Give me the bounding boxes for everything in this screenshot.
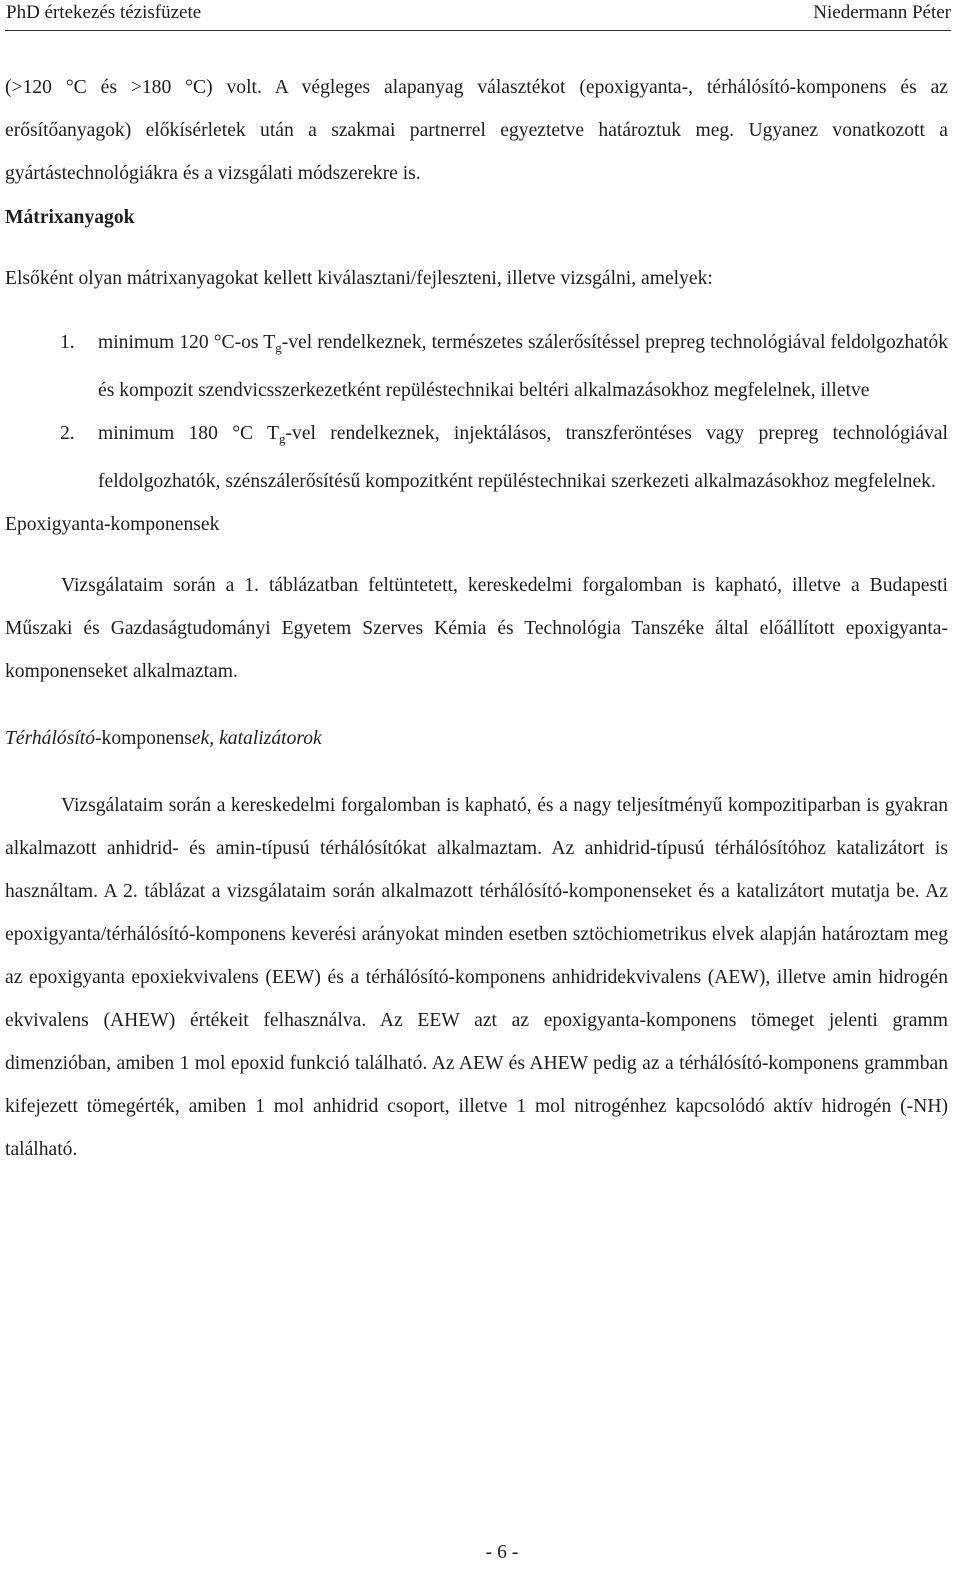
hardener-paragraph: Vizsgálataim során a kereskedelmi forgalomban is kapható, és a nagy teljesítményű kompozitiparban is gyakran alkalmazott anhidrid- és amin-típusú térhálósítókat alkalmaztam. Az anhidrid-típusú térhálósítóhoz katalizátort is használtam. A 2. táblázat a vizsgálataim során alkalmazott térhálósító-komponenseket és a katalizátort mutatja be. Az epoxigyanta/térhálósító-komponens keverési arányokat minden esetben sztöchiometrikus elvek alapján határoztam meg az epoxigyanta epoxiekvivalens (EEW) és a térhálósító-komponens anhidridekvivalens (AEW), illetve amin hidrogén ekvivalens (AHEW) értékeit felhasználva. Az EEW azt az epoxigyanta-komponens tömeget jelenti gramm dimenzióban, amiben 1 mol epoxid funkció található. Az AEW és AHEW pedig az a térhálósító-komponens grammban kifejezett tömegérték, amiben 1 mol anhidrid csoport, illetve 1 mol nitrogénhez kapcsolódó aktív hidrogén (-NH) található. (5, 795, 948, 1160)
document-body (5, 66, 948, 1171)
page-number: - 6 - (485, 1542, 519, 1563)
section-heading-epoxy: Epoxigyanta-komponensek (5, 514, 220, 535)
requirements-list (5, 321, 948, 503)
page-header (5, 0, 951, 31)
matrix-lead-paragraph: Elsőként olyan mátrixanyagokat kellett kiválasztani/fejleszteni, illetve vizsgálni, amelyek: (5, 268, 713, 289)
epoxy-paragraph: Vizsgálataim során a 1. táblázatban feltüntetett, kereskedelmi forgalomban is kapható, illetve a Budapesti Műszaki és Gazdaságtudományi Egyetem Szerves Kémia és Technológia Tanszéke által előállított epoxigyanta-komponenseket alkalmaztam. (5, 575, 948, 682)
intro-paragraph: (>120 °C és >180 °C) volt. A végleges alapanyag választékot (epoxigyanta-, térhálósító-komponens és az erősítőanyagok) előkísérletek után a szakmai partnerrel egyeztetve határoztuk meg. Ugyanez vonatkozott a gyártástechnológiákra és a vizsgálati módszerekre is. (5, 77, 948, 184)
list-item-number: 2. (60, 423, 75, 444)
header-author: Niedermann Péter (813, 2, 951, 23)
page-footer (0, 1542, 960, 1564)
section-heading-hardener: Térhálósító-komponensek, katalizátorok (5, 728, 322, 749)
list-item: 2. minimum 180 °C $T_g$-vel rendelkeznek, injektálásos, transzferöntéses vagy prepreg technológiával feldolgozhatók, szénszálerősítésű kompozitként repüléstechnikai szerkezeti alkalmazásokhoz megfelelnek. (5, 412, 948, 503)
section-heading-matrix: Mátrixanyagok (5, 207, 135, 228)
list-item: 1. minimum 120 °C-os $T_g$-vel rendelkeznek, természetes szálerősítéssel prepreg technológiával feldolgozhatók és kompozit szendvicsszerkezetként repüléstechnikai beltéri alkalmazásokhoz megfelelnek, illetve (5, 321, 948, 412)
list-item-number: 1. (60, 332, 75, 353)
header-title: PhD értekezés tézisfüzete (6, 2, 202, 23)
